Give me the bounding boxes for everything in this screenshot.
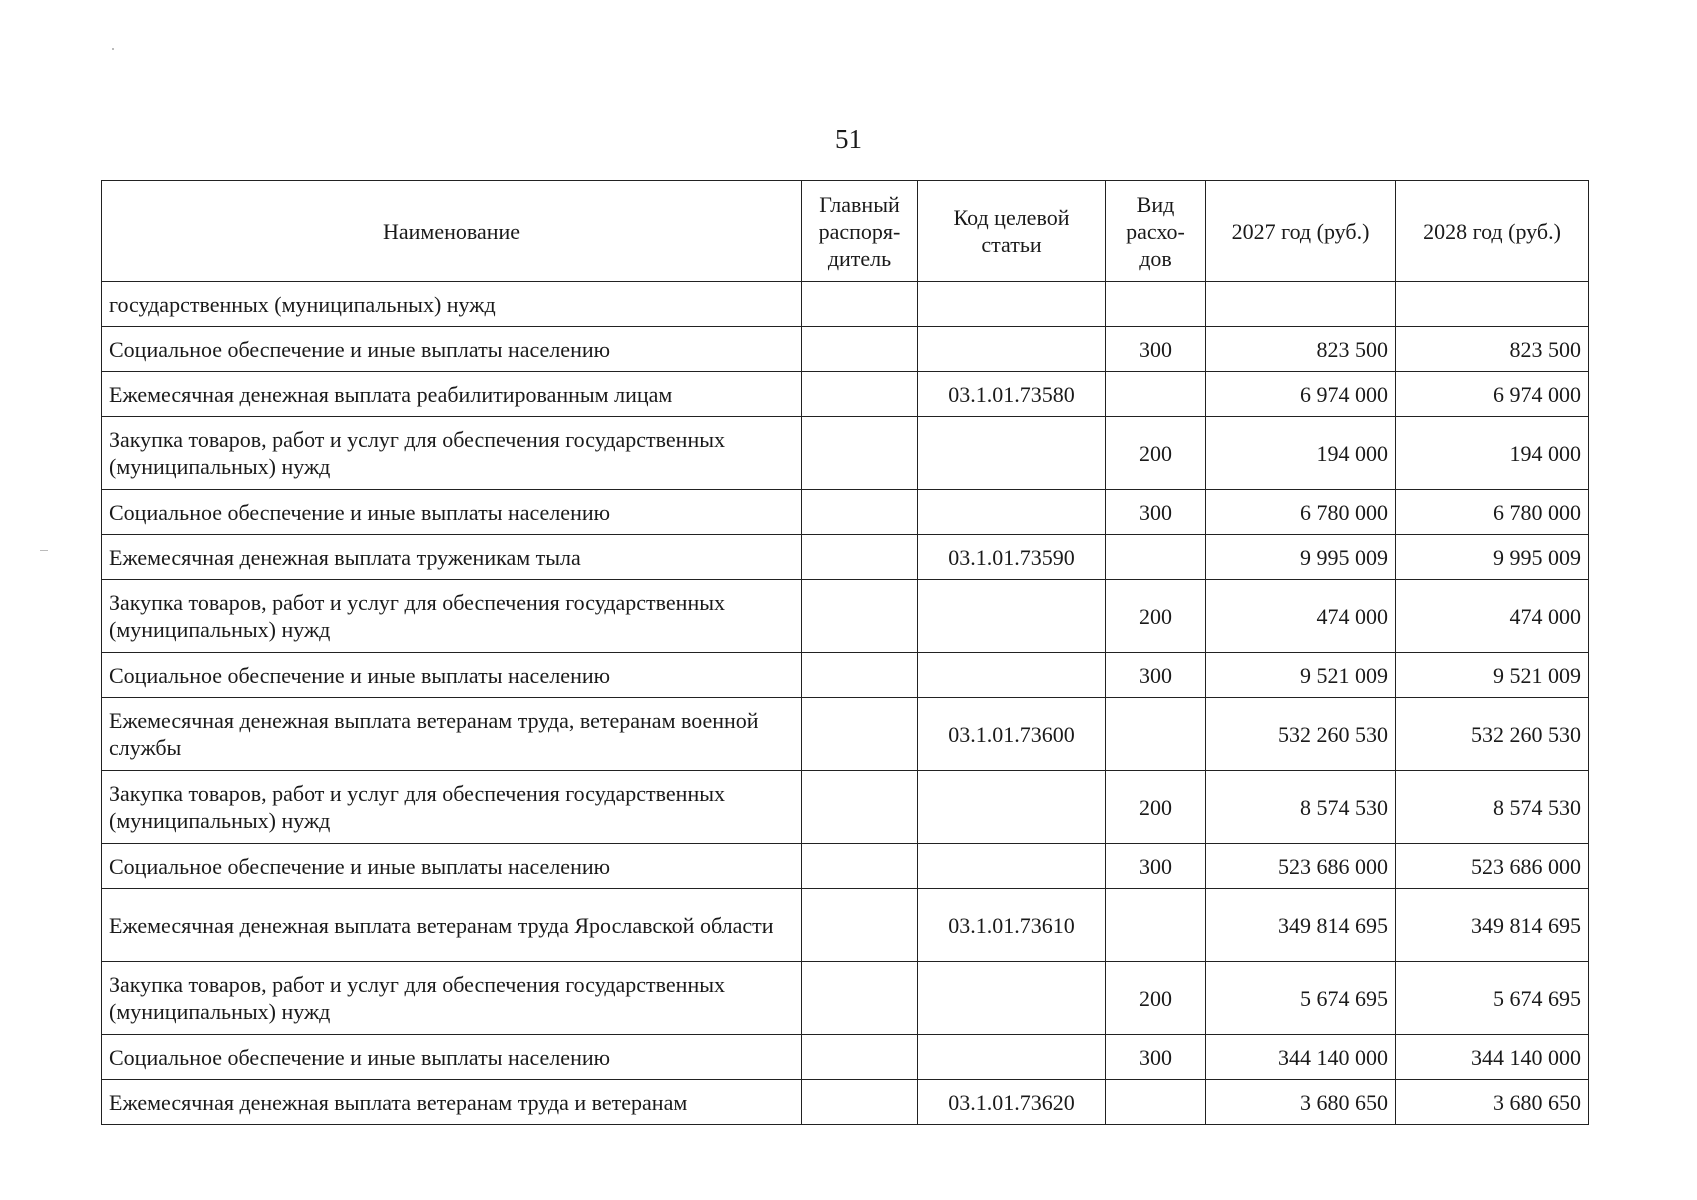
cell-code: 03.1.01.73580 [918,372,1106,417]
cell-y2028: 5 674 695 [1396,962,1589,1035]
cell-y2028: 6 974 000 [1396,372,1589,417]
cell-manager [802,1035,918,1080]
cell-name: Социальное обеспечение и иные выплаты населению [102,490,802,535]
cell-kind [1106,372,1206,417]
table-row [102,1080,1589,1125]
table-row [102,417,1589,490]
cell-code: 03.1.01.73620 [918,1080,1106,1125]
cell-name: Ежемесячная денежная выплата ветеранам труда Ярославской области [102,889,802,962]
table-row [102,889,1589,962]
cell-code [918,962,1106,1035]
cell-y2027: 9 521 009 [1206,653,1396,698]
cell-kind: 200 [1106,580,1206,653]
cell-kind: 300 [1106,844,1206,889]
cell-name: Ежемесячная денежная выплата реабилитированным лицам [102,372,802,417]
cell-kind [1106,889,1206,962]
cell-y2028: 344 140 000 [1396,1035,1589,1080]
cell-y2027: 6 780 000 [1206,490,1396,535]
cell-y2028: 523 686 000 [1396,844,1589,889]
cell-kind: 300 [1106,490,1206,535]
cell-name: Ежемесячная денежная выплата ветеранам труда, ветеранам военной службы [102,698,802,771]
cell-code: 03.1.01.73610 [918,889,1106,962]
scan-mark [112,48,114,50]
cell-name: Ежемесячная денежная выплата ветеранам труда и ветеранам [102,1080,802,1125]
cell-y2028: 9 995 009 [1396,535,1589,580]
cell-y2028: 532 260 530 [1396,698,1589,771]
cell-code [918,580,1106,653]
cell-y2027: 532 260 530 [1206,698,1396,771]
cell-kind: 300 [1106,653,1206,698]
table-row [102,962,1589,1035]
budget-table [101,180,1589,1125]
cell-manager [802,889,918,962]
cell-manager [802,282,918,327]
cell-code [918,771,1106,844]
cell-code [918,844,1106,889]
cell-kind: 200 [1106,417,1206,490]
table-row [102,327,1589,372]
cell-y2027: 523 686 000 [1206,844,1396,889]
cell-kind [1106,698,1206,771]
cell-manager [802,653,918,698]
cell-code [918,653,1106,698]
cell-kind [1106,1080,1206,1125]
cell-y2027: 823 500 [1206,327,1396,372]
cell-y2027: 349 814 695 [1206,889,1396,962]
cell-y2027: 8 574 530 [1206,771,1396,844]
cell-kind [1106,282,1206,327]
cell-y2028: 6 780 000 [1396,490,1589,535]
cell-y2028: 823 500 [1396,327,1589,372]
cell-kind: 300 [1106,1035,1206,1080]
cell-kind: 300 [1106,327,1206,372]
cell-y2027: 344 140 000 [1206,1035,1396,1080]
cell-name: Ежемесячная денежная выплата труженикам тыла [102,535,802,580]
cell-y2027: 194 000 [1206,417,1396,490]
cell-name: Социальное обеспечение и иные выплаты населению [102,327,802,372]
cell-kind: 200 [1106,771,1206,844]
cell-manager [802,327,918,372]
cell-y2027: 6 974 000 [1206,372,1396,417]
table-row [102,1035,1589,1080]
cell-y2027: 9 995 009 [1206,535,1396,580]
cell-manager [802,771,918,844]
table-row [102,771,1589,844]
cell-y2028: 8 574 530 [1396,771,1589,844]
cell-y2028: 194 000 [1396,417,1589,490]
cell-code: 03.1.01.73600 [918,698,1106,771]
table-row [102,653,1589,698]
cell-name: Закупка товаров, работ и услуг для обеспечения государственных (муниципальных) нужд [102,771,802,844]
header-code: Код целевой статьи [918,181,1106,282]
cell-code [918,327,1106,372]
cell-manager [802,698,918,771]
cell-code [918,1035,1106,1080]
header-2028: 2028 год (руб.) [1396,181,1589,282]
cell-manager [802,535,918,580]
cell-y2028: 474 000 [1396,580,1589,653]
header-name: Наименование [102,181,802,282]
cell-manager [802,580,918,653]
cell-y2027: 474 000 [1206,580,1396,653]
scan-mark [40,550,48,551]
cell-y2027: 5 674 695 [1206,962,1396,1035]
header-manager: Главный распоря-дитель [802,181,918,282]
cell-name: государственных (муниципальных) нужд [102,282,802,327]
cell-y2028: 9 521 009 [1396,653,1589,698]
cell-name: Социальное обеспечение и иные выплаты населению [102,1035,802,1080]
cell-manager [802,1080,918,1125]
table-row [102,844,1589,889]
header-kind: Вид расхо-дов [1106,181,1206,282]
cell-manager [802,962,918,1035]
cell-manager [802,417,918,490]
cell-y2027 [1206,282,1396,327]
cell-code [918,490,1106,535]
cell-name: Закупка товаров, работ и услуг для обеспечения государственных (муниципальных) нужд [102,417,802,490]
header-2027: 2027 год (руб.) [1206,181,1396,282]
cell-name: Социальное обеспечение и иные выплаты населению [102,653,802,698]
cell-y2027: 3 680 650 [1206,1080,1396,1125]
cell-manager [802,372,918,417]
table-row [102,698,1589,771]
cell-name: Закупка товаров, работ и услуг для обеспечения государственных (муниципальных) нужд [102,962,802,1035]
cell-manager [802,490,918,535]
cell-y2028: 349 814 695 [1396,889,1589,962]
cell-kind [1106,535,1206,580]
cell-manager [802,844,918,889]
cell-y2028: 3 680 650 [1396,1080,1589,1125]
page-number: 51 [835,124,862,154]
cell-kind: 200 [1106,962,1206,1035]
cell-y2028 [1396,282,1589,327]
cell-code [918,282,1106,327]
cell-name: Закупка товаров, работ и услуг для обеспечения государственных (муниципальных) нужд [102,580,802,653]
cell-name: Социальное обеспечение и иные выплаты населению [102,844,802,889]
cell-code: 03.1.01.73590 [918,535,1106,580]
table-header-row [102,181,1589,282]
table-row [102,282,1589,327]
table-row [102,372,1589,417]
cell-code [918,417,1106,490]
table-row [102,535,1589,580]
table-row [102,490,1589,535]
table-row [102,580,1589,653]
